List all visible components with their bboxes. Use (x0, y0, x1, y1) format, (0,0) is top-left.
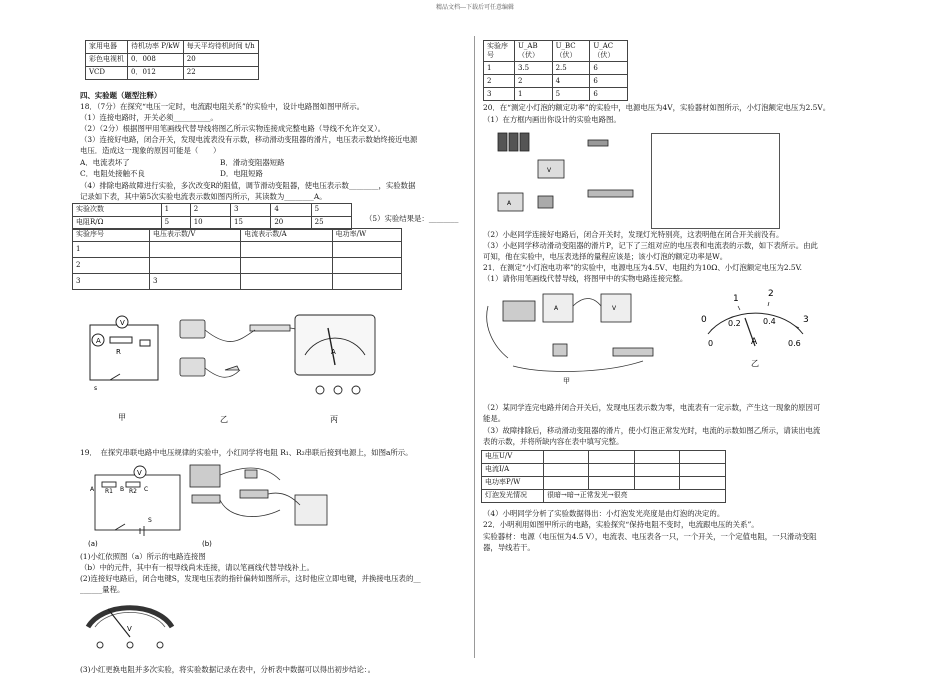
q18-figures (80, 310, 465, 430)
q18-line: （2）（2分）根据图甲用笔画线代替导线将图乙所示实物连接成完整电路（导线不允许交叉）。 (80, 124, 386, 133)
q21-cell (589, 477, 634, 490)
uab-header: U_AC（伏） (590, 41, 628, 62)
q21-cell (589, 451, 634, 464)
appliance-cell: 22 (183, 67, 258, 80)
svg-text:S: S (148, 517, 152, 524)
q18-t2-cell (150, 242, 241, 258)
q20-line: （3）小赵同学移动滑动变阻器的滑片P，记下了三组对应的电压表和电流表的示数，如下表所示。由此 (483, 241, 818, 250)
q18-option: A．电流表坏了 (80, 158, 130, 167)
q21-line: （2）某同学连完电路并闭合开关后，发现电压表示数为零，电流表有一定示数，产生这一现象的原因可 (483, 403, 821, 412)
appliance-cell: 0．008 (128, 54, 184, 67)
q18-t1-cell: 15 (231, 217, 271, 230)
q18-t1-cell: 4 (271, 204, 311, 217)
svg-text:R1: R1 (105, 488, 113, 495)
q21-cell (589, 464, 634, 477)
uab-cell: 6 (590, 62, 628, 75)
q21-cell (544, 477, 589, 490)
q18-line: 记录如下表，其中第5次实验电流表示数如图丙所示，其读数为________A。 (80, 192, 327, 201)
q21-line: 能是。 (483, 414, 506, 423)
uab-cell: 1 (515, 88, 553, 101)
appliance-cell: VCD (86, 67, 128, 80)
svg-text:V: V (547, 167, 552, 174)
fig-label-jia-21: 甲 (563, 377, 570, 385)
q19-intro: 19． 在探究串联电路中电压规律的实验中，小红同学将电阻 R₁、R₂串联后接到电源上，如图a所示。 (80, 448, 413, 457)
q18-t1-cell: 3 (231, 204, 271, 217)
q21-row-label: 灯泡发光情况 (482, 490, 544, 503)
uab-header: 实验序号 (484, 41, 515, 62)
uab-header: U_AB（伏） (515, 41, 553, 62)
q18-t1-cell: 5 (311, 204, 351, 217)
q18-option: B．滑动变阻器短路 (220, 158, 285, 167)
q18-t2-cell: 3 (150, 274, 241, 290)
q18-t1-cell: 5 (161, 217, 190, 230)
q20-line: （2）小赵同学连接好电路后，闭合开关时，发现灯光特别亮，这表明他在闭合开关前没有。 (483, 230, 784, 239)
q18-t2-header: 电压表示数/V (150, 229, 241, 242)
uab-cell: 2.5 (552, 62, 590, 75)
q21-line: （4）小明同学分析了实验数据得出：小灯泡发光亮度是由灯泡的决定的。 (483, 509, 725, 518)
q18-t1-cell: 10 (190, 217, 230, 230)
svg-text:A: A (96, 337, 101, 345)
appliance-header: 每天平均待机时间 t/h (183, 41, 258, 54)
svg-text:B: B (120, 486, 125, 493)
uab-cell: 6 (590, 88, 628, 101)
q21-cell (680, 464, 726, 477)
fig-label-yi-21: 乙 (751, 359, 759, 368)
page-header: 精品文档---下载后可任意编辑 (435, 4, 515, 11)
svg-text:V: V (137, 469, 142, 477)
fig-label-a: (a) (88, 540, 98, 548)
q21-cell (680, 477, 726, 490)
scale-bottom-2: 0.4 (763, 317, 776, 326)
q18-t2-cell (241, 274, 332, 290)
uab-cell: 5 (552, 88, 590, 101)
svg-text:A: A (507, 200, 512, 207)
fig-label-jia: 甲 (118, 413, 126, 422)
q18-line: （4）排除电路故障进行实验，多次改变R的阻值，调节滑动变阻器，使电压表示数________，实验数据 (80, 181, 416, 190)
section-title: 四、实验题（题型注释） (80, 91, 162, 100)
q18-line: （1）连接电路时，开关必须__________。 (80, 113, 218, 122)
q18-t1-cell: 实验次数 (73, 204, 162, 217)
ammeter-label: A (751, 337, 758, 347)
svg-text:R: R (116, 348, 121, 356)
q21-cell (544, 464, 589, 477)
q19-line: ______量程。 (80, 585, 125, 594)
q21-row-label: 电功率P/W (482, 477, 544, 490)
q18-line: （3）连接好电路，闭合开关，发现电流表没有示数，移动滑动变阻器的滑片，电压表示数始终接近电源 (80, 135, 418, 144)
q21-cell (634, 464, 679, 477)
q18-t2-cell: 1 (73, 242, 150, 258)
q21-row-label: 电流I/A (482, 464, 544, 477)
q19-figures (80, 460, 380, 550)
svg-text:A: A (90, 486, 95, 493)
scale-top-3: 3 (803, 315, 809, 325)
q19-last: (3)小红更换电阻并多次实验，将实验数据记录在表中，分析表中数据可以得出初步结论：。 (80, 665, 376, 674)
q21-line: 表的示数，并将所缺内容在表中填写完整。 (483, 437, 624, 446)
q21-cell (634, 477, 679, 490)
appliance-cell: 20 (183, 54, 258, 67)
q19-voltmeter (80, 597, 180, 652)
scale-bottom-1: 0.2 (728, 319, 741, 328)
svg-text:s: s (94, 385, 98, 392)
fig-label-b: (b) (202, 540, 212, 548)
q18-t1-cell: 2 (190, 204, 230, 217)
q21-table (481, 450, 726, 503)
appliance-cell: 彩色电视机 (86, 54, 128, 67)
uab-cell: 2 (515, 75, 553, 88)
q21-cell (634, 451, 679, 464)
q18-t2-cell (241, 258, 332, 274)
scale-top-1: 1 (733, 294, 739, 304)
fig-label-bing: 丙 (330, 415, 338, 424)
scale-bottom-0: 0 (708, 339, 714, 348)
q21-row-label: 电压U/V (482, 451, 544, 464)
q20-equipment (493, 128, 653, 223)
q18-t2-cell (332, 274, 401, 290)
svg-text:A: A (554, 305, 559, 312)
q20-line: （1）在方框内画出你设计的实验电路图。 (483, 115, 621, 124)
q21-cell (544, 451, 589, 464)
fig-label-yi: 乙 (220, 415, 228, 424)
svg-text:V: V (612, 305, 617, 312)
q18-line: 电压．造成这一现象的原因可能是（ ） (80, 146, 221, 155)
q18-result: （5）实验结果是：________ (365, 214, 459, 223)
q18-option: C．电阻处接触不良 (80, 169, 145, 178)
uab-cell: 2 (484, 75, 515, 88)
q18-table1 (72, 203, 352, 230)
q18-t2-header: 电流表示数/A (241, 229, 332, 242)
q18-t1-cell: 电阻R/Ω (73, 217, 162, 230)
q18-option: D．电阻短路 (220, 169, 263, 178)
q18-t1-cell: 1 (161, 204, 190, 217)
q18-table2 (72, 228, 402, 290)
uab-cell: 3 (484, 88, 515, 101)
uab-table (483, 40, 628, 101)
q21-line: （1）请你用笔画线代替导线，将图甲中的实物电路连接完整。 (483, 274, 688, 283)
uab-cell: 1 (484, 62, 515, 75)
q19-line: (2)连接好电路后，闭合电键S，发现电压表的指针偏转如图所示，这时他应立即电键，并换接电压表的__ (80, 574, 421, 583)
q20-intro: 20．在“测定小灯泡的额定功率”的实验中，电源电压为4V，实验器材如图所示，小灯泡额定电压为2.5V。 (483, 103, 831, 112)
q18-t2-cell (332, 242, 401, 258)
uab-header: U_BC（伏） (552, 41, 590, 62)
appliance-table (85, 40, 259, 80)
q18-t2-cell: 3 (73, 274, 150, 290)
q18-t2-header: 电功率/W (332, 229, 401, 242)
uab-cell: 3.5 (515, 62, 553, 75)
q18-t1-cell: 20 (271, 217, 311, 230)
q18-t2-cell (332, 258, 401, 274)
q18-t1-cell: 25 (311, 217, 351, 230)
uab-cell: 6 (590, 75, 628, 88)
q21-intro: 21．在测定“小灯泡电功率”的实验中，电源电压为4.5V、电阻约为10Ω、小灯泡额定电压为2.5V. (483, 263, 803, 272)
q22-line: 22．小明利用如图甲所示的电路，实验探究“保持电阻不变时，电流跟电压的关系”。 (483, 520, 759, 529)
q19-line: (1)小红依照图（a）所示的电路连接图 (80, 552, 206, 561)
q18-t2-cell (241, 242, 332, 258)
q21-cell (680, 451, 726, 464)
scale-top-0: 0 (701, 315, 707, 325)
q21-cell: 很暗→暗→正常发光→很亮 (544, 490, 726, 503)
scale-bottom-3: 0.6 (788, 339, 801, 348)
q22-line: 实验器材：电源（电压恒为4.5 V），电流表、电压表各一只，一个开关，一个定值电阻，一只滑动变阻 (483, 532, 817, 541)
svg-text:R2: R2 (129, 488, 137, 495)
q21-figures (483, 286, 868, 386)
svg-text:C: C (144, 486, 149, 493)
scale-top-2: 2 (768, 289, 774, 299)
q22-line: 器，导线若干。 (483, 543, 535, 552)
q18-line: 18．（7分）在探究“电压一定时，电流跟电阻关系”的实验中，设计电路图如图甲所示。 (80, 102, 365, 111)
q18-t2-header: 实验序号 (73, 229, 150, 242)
q20-line: 可知，他在实验中，电压表选择的量程应该是；该小灯泡的额定功率是W。 (483, 252, 728, 261)
q21-line: （3）故障排除后，移动滑动变阻器的滑片，使小灯泡正常发光时，电流的示数如图乙所示，请读出电流 (483, 426, 821, 435)
column-divider (474, 36, 475, 658)
svg-text:A: A (331, 348, 336, 356)
circuit-diagram-box (651, 133, 780, 229)
q18-t2-cell (150, 258, 241, 274)
uab-cell: 4 (552, 75, 590, 88)
svg-text:V: V (120, 319, 125, 327)
svg-text:V: V (127, 625, 132, 633)
appliance-header: 家用电器 (86, 41, 128, 54)
appliance-header: 待机功率 P/kW (128, 41, 184, 54)
appliance-cell: 0．012 (128, 67, 184, 80)
q19-line: （b）中的元件，其中有一根导线尚未连接，请以笔画线代替导线补上。 (80, 563, 314, 572)
q18-t2-cell: 2 (73, 258, 150, 274)
